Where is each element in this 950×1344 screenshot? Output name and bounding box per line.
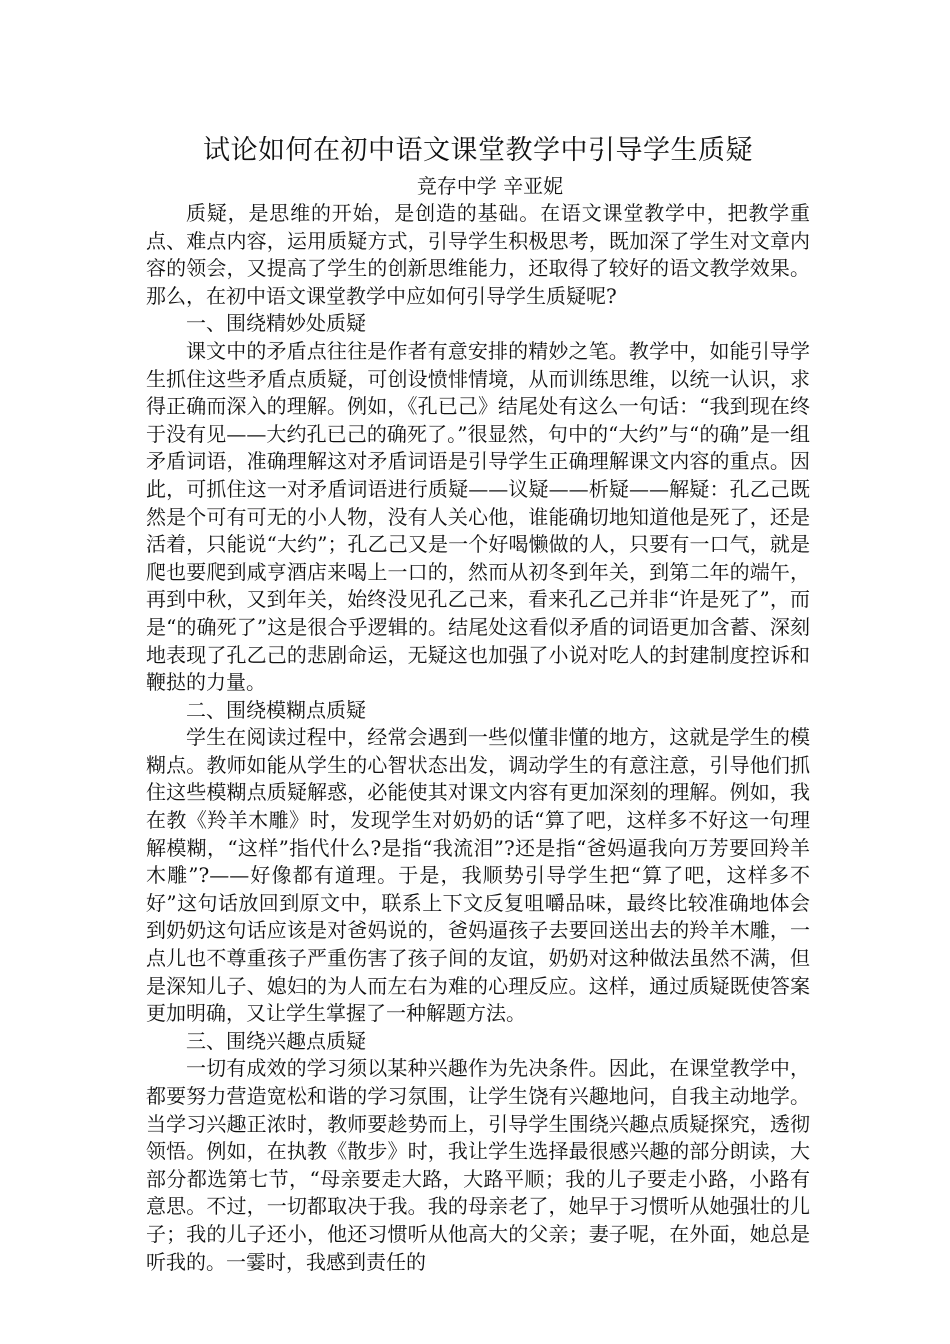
section-heading-3: 三、围绕兴趣点质疑 [186,1028,366,1053]
section-heading-1: 一、围绕精妙处质疑 [186,311,366,336]
document-title: 试论如何在初中语文课堂教学中引导学生质疑 [203,135,753,166]
document-body [146,200,810,1276]
section-paragraph-3: 一切有成效的学习须以某种兴趣作为先决条件。因此，在课堂教学中，都要努力营造宽松和谐的学习氛围，让学生饶有兴趣地问，自我主动地学。当学习兴趣正浓时，教师要趁势而上，引导学生围绕兴趣点质疑探究，透彻领悟。例如，在执教《散步》时，我让学生选择最很感兴趣的部分朗读，大部分都选第七节，“母亲要走大路，大路平顺；我的儿子要走小路，小路有意思。不过，一切都取决于我。我的母亲老了，她早于习惯听从她强壮的儿子；我的儿子还小，他还习惯听从他高大的父亲；妻子呢，在外面，她总是听我的。一霎时，我感到责任的 [146,1056,810,1274]
document-page [146,130,810,1276]
section-paragraph-2: 学生在阅读过程中，经常会遇到一些似懂非懂的地方，这就是学生的模糊点。教师如能从学生的心智状态出发，调动学生的有意注意，引导他们抓住这些模糊点质疑解惑，必能使其对课文内容有更加深刻的理解。例如，我在教《羚羊木雕》时，发现学生对奶奶的话“算了吧，这样多不好这一句理解模糊，“这样”指代什么?是指“我流泪”?还是指“爸妈逼我向万芳要回羚羊木雕”?——好像都有道理。于是，我顺势引导学生把“算了吧，这样多不好”这句话放回到原文中，联系上下文反复咀嚼品味，最终比较准确地体会到奶奶这句话应该是对爸妈说的，爸妈逼孩子去要回送出去的羚羊木雕，一点儿也不尊重孩子严重伤害了孩子间的友谊，奶奶对这种做法虽然不满，但是深知儿子、媳妇的为人而左右为难的心理反应。这样，通过质疑既使答案更加明确，又让学生掌握了一种解题方法。 [146,725,810,1026]
intro-paragraph: 质疑，是思维的开始，是创造的基础。在语文课堂教学中，把教学重点、难点内容，运用质疑方式，引导学生积极思考，既加深了学生对文章内容的领会，又提高了学生的创新思维能力，还取得了较好的语文教学效果。那么，在初中语文课堂教学中应如何引导学生质疑呢? [146,201,810,308]
author-line: 竞存中学 辛亚妮 [416,174,564,198]
section-heading-2: 二、围绕模糊点质疑 [186,697,366,722]
section-paragraph-1: 课文中的矛盾点往往是作者有意安排的精妙之笔。教学中，如能引导学生抓住这些矛盾点质疑，可创设愤悱情境，从而训练思维，以统一认识，求得正确而深入的理解。例如，《孔已己》结尾处有这么一句话：“我到现在终于没有见——大约孔已己的确死了。”很显然，句中的“大约”与“的确”是一组矛盾词语，准确理解这对矛盾词语是引导学生正确理解课文内容的重点。因此，可抓住这一对矛盾词语进行质疑——议疑——析疑——解疑：孔乙己既然是个可有可无的小人物，没有人关心他，谁能确切地知道他是死了，还是活着，只能说“大约”；孔乙己又是一个好喝懒做的人，只要有一口气，就是爬也要爬到咸亨酒店来喝上一口的，然而从初冬到年关，到第二年的端午，再到中秋，又到年关，始终没见孔乙己来，看来孔乙己并非“许是死了”，而是“的确死了”这是很合乎逻辑的。结尾处这看似矛盾的词语更加含蓄、深刻地表现了孔乙己的悲剧命运，无疑这也加强了小说对吃人的封建制度控诉和鞭挞的力量。 [146,338,810,695]
